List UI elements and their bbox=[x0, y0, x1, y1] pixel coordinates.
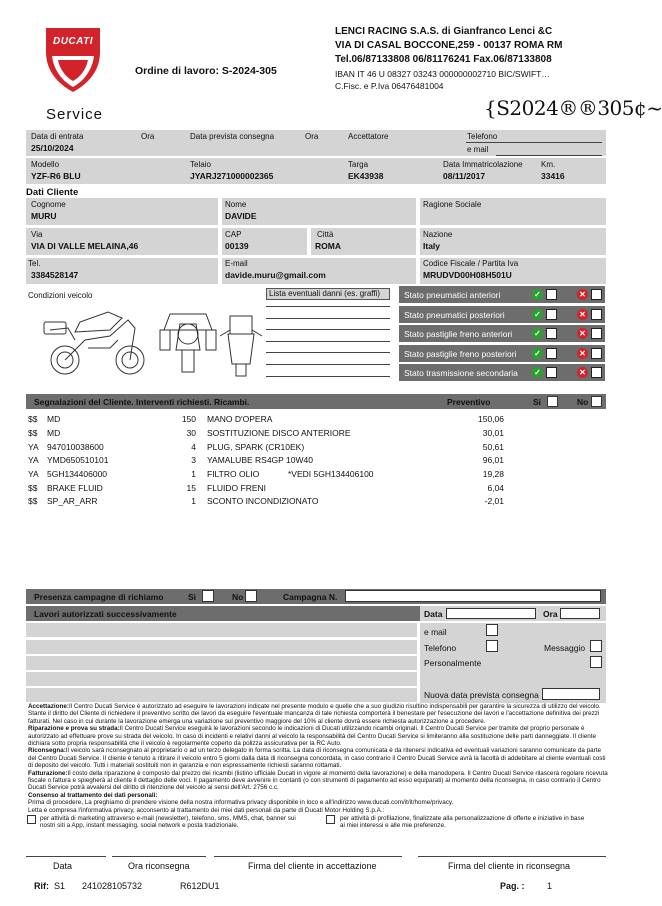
km-label: Km. bbox=[541, 160, 556, 169]
item-code: BRAKE FLUID bbox=[47, 483, 103, 493]
preventivo-si-checkbox[interactable] bbox=[547, 396, 558, 407]
cap-label: CAP bbox=[225, 230, 242, 239]
cap-value: 00139 bbox=[225, 241, 249, 251]
consent-profiling-text: per attività di profilazione, finalizzate alla personalizzazione di offerte e iniziative in base ai miei interessi e alle mie preferenze. bbox=[340, 815, 585, 830]
check-label: Stato pneumatici anteriori bbox=[404, 290, 501, 300]
requests-title: Segnalazioni del Cliente. Interventi richiesti. Ricambi. bbox=[34, 397, 250, 407]
authorized-data-label: Data bbox=[424, 609, 443, 619]
auth-nuova-data-input[interactable] bbox=[542, 688, 600, 700]
terms-riconsegna: Riconsegna:Il veicolo sarà riconsegnato al proprietario o ad un terzo delegato in forma scritta. La data di riconsegna comunicata è da ritenersi indicativa ed eventuali variazioni saranno comunicate da parte del Centro Ducati Service. Il cliente è tenuto a ritirare il veicolo entro 5 giorni dalla data di riconsegna concordata, in caso contrario il Centro Ducati Service avrà la facoltà di addebitare al cliente eventuali costi di deposito del veicolo. Tutti i materiali sostituiti non in garanzia e non espressamente richiesti saranno rottamati. bbox=[28, 747, 606, 770]
item-qty: 1 bbox=[191, 469, 196, 479]
item-type: YA bbox=[28, 469, 39, 479]
campagna-n-input[interactable] bbox=[345, 590, 601, 602]
client-email-value: davide.muru@gmail.com bbox=[225, 270, 326, 280]
ragione-label: Ragione Sociale bbox=[423, 200, 482, 209]
km-value: 33416 bbox=[541, 171, 565, 181]
item-type: $$ bbox=[28, 428, 38, 438]
preventivo-si-label: Si bbox=[533, 397, 542, 407]
firma-riconsegna-label: Firma del cliente in riconsegna bbox=[448, 861, 571, 871]
item-code: MD bbox=[47, 414, 61, 424]
auth-nuova-data-label: Nuova data prevista consegna bbox=[424, 690, 539, 700]
citta-label: Città bbox=[317, 230, 334, 239]
email-label: e mail bbox=[467, 145, 489, 154]
item-desc: SOSTITUZIONE DISCO ANTERIORE bbox=[207, 428, 351, 438]
auth-personalmente-checkbox[interactable] bbox=[590, 656, 602, 668]
ok-checkbox[interactable] bbox=[546, 309, 557, 320]
citta-value: ROMA bbox=[315, 241, 341, 251]
ko-icon: ✕ bbox=[577, 289, 588, 300]
dealer-name: LENCI RACING S.A.S. di Gianfranco Lenci &C bbox=[335, 26, 553, 37]
terms-privacy-info: Prima di procedere, La preghiamo di prendere visione della nostra informativa privacy disponibile in loco e all'indirizzo www.ducati.com/it/it/home/privacy. bbox=[28, 799, 454, 807]
auth-email-label: e mail bbox=[424, 627, 447, 637]
campaign-label: Presenza campagne di richiamo bbox=[34, 592, 164, 602]
item-desc: YAMALUBE RS4GP 10W40 bbox=[207, 455, 313, 465]
campaign-no-checkbox[interactable] bbox=[245, 590, 257, 602]
auth-telefono-checkbox[interactable] bbox=[486, 640, 498, 652]
preventivo-label: Preventivo bbox=[447, 397, 491, 407]
consent-marketing-text: per attività di marketing attraverso e-mail (newsletter), telefono, sms, MMS, chat, banner sui nostri siti a App, instant messaging, social network e posta tradizionale. bbox=[40, 815, 296, 830]
check-label: Stato trasmissione secondaria bbox=[404, 368, 518, 378]
order-barcode: {S2024®®305¢~ bbox=[484, 96, 662, 120]
item-price: 96,01 bbox=[482, 455, 504, 465]
item-type: $$ bbox=[28, 483, 38, 493]
check-label: Stato pneumatici posteriori bbox=[404, 310, 505, 320]
ko-icon: ✕ bbox=[577, 348, 588, 359]
via-value: VIA DI VALLE MELAINA,46 bbox=[31, 241, 139, 251]
campaign-si-checkbox[interactable] bbox=[202, 590, 214, 602]
ora2-label: Ora bbox=[305, 132, 319, 141]
motorcycle-diagram bbox=[40, 300, 265, 380]
page-label: Pag. : bbox=[500, 881, 525, 891]
auth-messaggio-label: Messaggio bbox=[544, 643, 586, 653]
nome-value: DAVIDE bbox=[225, 211, 257, 221]
client-section-title: Dati Cliente bbox=[26, 187, 79, 198]
tel-label: Tel. bbox=[28, 259, 41, 268]
campaign-si-label: Sì bbox=[188, 592, 197, 602]
ko-checkbox[interactable] bbox=[591, 309, 602, 320]
terms-riparazione: Riparazione e prova su strada:Il Centro Ducati Service eseguirà le lavorazioni secondo le indicazioni di Ducati utilizzando ricambi originali. Il Centro Ducati Service per tramite del proprio personale è autorizzato ad effettuare prove su strada del veicolo. In caso di incidenti e relativi danni al veicolo la responsabilità del Centro Ducati Service si limiteranno alla sostituzione delle parti danneggiate. Il cliente dichiara sotto propria responsabilità che il veicolo è regolarmente coperto da polizza assicurativa per la RC Auto. bbox=[28, 725, 596, 748]
terms-accettazione: Accettazione:Il Centro Ducati Service è autorizzato ad eseguire le lavorazioni indicate nel presente modulo e quelle che a suo giudizio risultino indispensabili per garantire la sicurezza di utilizzo del veicolo. Stante il diritto del Cliente di richiedere il preventivo scritto dei lavori da eseguire l'eventuale mancanza di tale richiesta comporterà il benestare per l'esecuzione dei lavori e l'accettazione definitiva dei prezzi fatturati. Nel caso in cui durante la lavorazione emerga una variazione sul preventivo maggiore del 10% al cliente dovrà essere richiesta autorizzazione a procedere. bbox=[28, 703, 601, 725]
service-label: Service bbox=[46, 106, 104, 123]
via-label: Via bbox=[31, 230, 43, 239]
ko-checkbox[interactable] bbox=[591, 328, 602, 339]
telaio-value: JYARJ271000002365 bbox=[190, 171, 274, 181]
ducati-logo-text: DUCATI bbox=[52, 36, 94, 47]
item-code: YMD650510101 bbox=[47, 455, 109, 465]
authorized-line bbox=[26, 688, 417, 702]
ok-icon: ✓ bbox=[532, 367, 543, 378]
ok-icon: ✓ bbox=[532, 328, 543, 339]
auth-messaggio-checkbox[interactable] bbox=[590, 640, 602, 652]
tel-value: 3384528147 bbox=[31, 270, 79, 280]
targa-label: Targa bbox=[348, 160, 369, 169]
immatricolazione-label: Data Immatricolazione bbox=[443, 160, 523, 169]
item-desc: FLUIDO FRENI bbox=[207, 483, 267, 493]
authorized-ora-input[interactable] bbox=[560, 608, 600, 619]
campaign-no-label: No bbox=[232, 592, 244, 602]
cf-value: MRUDVD00H08H501U bbox=[423, 270, 512, 280]
immatricolazione-value: 08/11/2017 bbox=[443, 171, 486, 181]
footer-ora-label: Ora riconsegna bbox=[128, 861, 190, 871]
dealer-address: VIA DI CASAL BOCCONE,259 - 00137 ROMA RM bbox=[335, 40, 563, 51]
client-email-label: E-mail bbox=[225, 259, 248, 268]
nazione-value: Italy bbox=[423, 241, 441, 251]
ko-checkbox[interactable] bbox=[591, 348, 602, 359]
ko-checkbox[interactable] bbox=[591, 367, 602, 378]
check-label: Stato pastiglie freno posteriori bbox=[404, 349, 517, 359]
preventivo-no-label: No bbox=[577, 397, 589, 407]
ok-checkbox[interactable] bbox=[546, 328, 557, 339]
condizioni-label: Condizioni veicolo bbox=[28, 291, 93, 300]
dealer-tax: C.Fisc. e P.Iva 06476481004 bbox=[335, 81, 444, 91]
ok-icon: ✓ bbox=[532, 289, 543, 300]
item-price: 30,01 bbox=[482, 428, 504, 438]
authorized-line bbox=[26, 656, 417, 670]
item-qty: 4 bbox=[191, 442, 196, 452]
item-type: $$ bbox=[28, 414, 38, 424]
authorized-line bbox=[26, 640, 417, 654]
item-code: MD bbox=[47, 428, 61, 438]
rif-label: Rif: bbox=[34, 881, 49, 891]
terms-privacy-consent: Letta e compresa l'informativa privacy, acconsento al trattamento dei miei dati personali da parte di Ducati Motor Holding S.p.A.: bbox=[28, 806, 385, 814]
cognome-label: Cognome bbox=[31, 200, 66, 209]
item-price: 6,04 bbox=[487, 483, 504, 493]
consegna-label: Data prevista consegna bbox=[190, 132, 275, 141]
data-entrata-value: 25/10/2024 bbox=[31, 143, 74, 153]
authorized-line bbox=[26, 672, 417, 686]
auth-email-checkbox[interactable] bbox=[486, 624, 498, 636]
ora-label: Ora bbox=[141, 132, 155, 141]
item-type: YA bbox=[28, 442, 39, 452]
ko-checkbox[interactable] bbox=[591, 289, 602, 300]
item-desc: FILTRO OLIO bbox=[207, 469, 260, 479]
item-desc: PLUG, SPARK (CR10EK) bbox=[207, 442, 305, 452]
auth-telefono-label: Telefono bbox=[424, 643, 457, 653]
campagna-n-label: Campagna N. bbox=[283, 592, 338, 602]
terms-fatturazione: Fatturazione:Il costo della riparazione è composto dal prezzo dei ricambi (listino ufficiale Ducati in vigore al momento della lavorazione) e della manodopera. Il Centro Ducati Service rilascerà regolare ricevuta fiscale o fattura e spiegherà al cliente il dettaglio delle voci. Il pagamento deve avvenire in contanti (o con strumenti di pagamento ad esso equiparati) al momento della riconsegna, in caso contrario il Centro Ducati Service potrà avvalersi del diritto di ritenzione del veicolo ai sensi dell'Art. 2756 c.c. bbox=[28, 769, 608, 792]
ko-icon: ✕ bbox=[577, 309, 588, 320]
preventivo-no-checkbox[interactable] bbox=[591, 396, 602, 407]
dealer-phone: Tel.06/87133808 06/81176241 Fax.06/87133808 bbox=[335, 54, 552, 65]
check-label: Stato pastiglie freno anteriori bbox=[404, 329, 513, 339]
authorized-title: Lavori autorizzati successivamente bbox=[34, 609, 177, 619]
item-code: 947010038600 bbox=[47, 442, 104, 452]
nome-label: Nome bbox=[225, 200, 247, 209]
authorized-data-input[interactable] bbox=[446, 608, 536, 619]
auth-personalmente-label: Personalmente bbox=[424, 658, 482, 668]
authorized-ora-label: Ora bbox=[543, 609, 558, 619]
ok-checkbox[interactable] bbox=[546, 348, 557, 359]
item-price: 50,61 bbox=[482, 442, 504, 452]
item-qty: 150 bbox=[181, 414, 196, 424]
rif-value: S1 bbox=[54, 881, 66, 891]
cf-label: Codice Fiscale / Partita Iva bbox=[423, 259, 519, 268]
cognome-value: MURU bbox=[31, 211, 57, 221]
nazione-label: Nazione bbox=[423, 230, 453, 239]
damages-label: Lista eventuali danni (es. graffi) bbox=[269, 289, 381, 298]
page-number: 1 bbox=[547, 881, 553, 891]
ok-icon: ✓ bbox=[532, 348, 543, 359]
item-code: 5GH134406000 bbox=[47, 469, 108, 479]
item-qty: 15 bbox=[186, 483, 196, 493]
item-type: YA bbox=[28, 455, 39, 465]
item-qty: 1 bbox=[191, 496, 196, 506]
item-price: -2,01 bbox=[484, 496, 504, 506]
item-price: 150,06 bbox=[478, 414, 504, 424]
item-type: $$ bbox=[28, 496, 38, 506]
item-code: SP_AR_ARR bbox=[47, 496, 98, 506]
ok-checkbox[interactable] bbox=[546, 367, 557, 378]
accettatore-label: Accettatore bbox=[348, 132, 389, 141]
item-price: 19,28 bbox=[482, 469, 504, 479]
modello-value: YZF-R6 BLU bbox=[31, 171, 81, 181]
ko-icon: ✕ bbox=[577, 328, 588, 339]
item-qty: 3 bbox=[191, 455, 196, 465]
rif-code: R612DU1 bbox=[180, 881, 220, 891]
telaio-label: Telaio bbox=[190, 160, 211, 169]
consent-marketing-checkbox[interactable] bbox=[27, 815, 36, 824]
data-entrata-label: Data di entrata bbox=[31, 132, 84, 141]
telefono-label: Telefono bbox=[467, 132, 498, 141]
dealer-iban: IBAN IT 46 U 08327 03243 000000002710 BIC/SWIFT… bbox=[335, 69, 550, 79]
ducati-logo bbox=[44, 26, 102, 94]
item-desc: SCONTO INCONDIZIONATO bbox=[207, 496, 319, 506]
ko-icon: ✕ bbox=[577, 367, 588, 378]
ok-checkbox[interactable] bbox=[546, 289, 557, 300]
modello-label: Modello bbox=[31, 160, 60, 169]
footer-data-label: Data bbox=[53, 861, 73, 871]
terms-privacy-title: Consenso al trattamento dei dati personali: bbox=[28, 791, 158, 799]
firma-accettazione-label: Firma del cliente in accettazione bbox=[248, 861, 377, 871]
motorcycle-outline-icon bbox=[40, 300, 265, 380]
item-desc: MANO D'OPERA bbox=[207, 414, 273, 424]
item-note: *VEDI 5GH134406100 bbox=[288, 469, 374, 479]
rif-number: 241028105732 bbox=[82, 881, 143, 891]
order-title: Ordine di lavoro: S-2024-305 bbox=[135, 65, 277, 77]
item-qty: 30 bbox=[186, 428, 196, 438]
terms-block bbox=[28, 703, 608, 814]
targa-value: EK43938 bbox=[348, 171, 384, 181]
authorized-line bbox=[26, 623, 417, 637]
consent-profiling-checkbox[interactable] bbox=[326, 815, 335, 824]
ok-icon: ✓ bbox=[532, 309, 543, 320]
